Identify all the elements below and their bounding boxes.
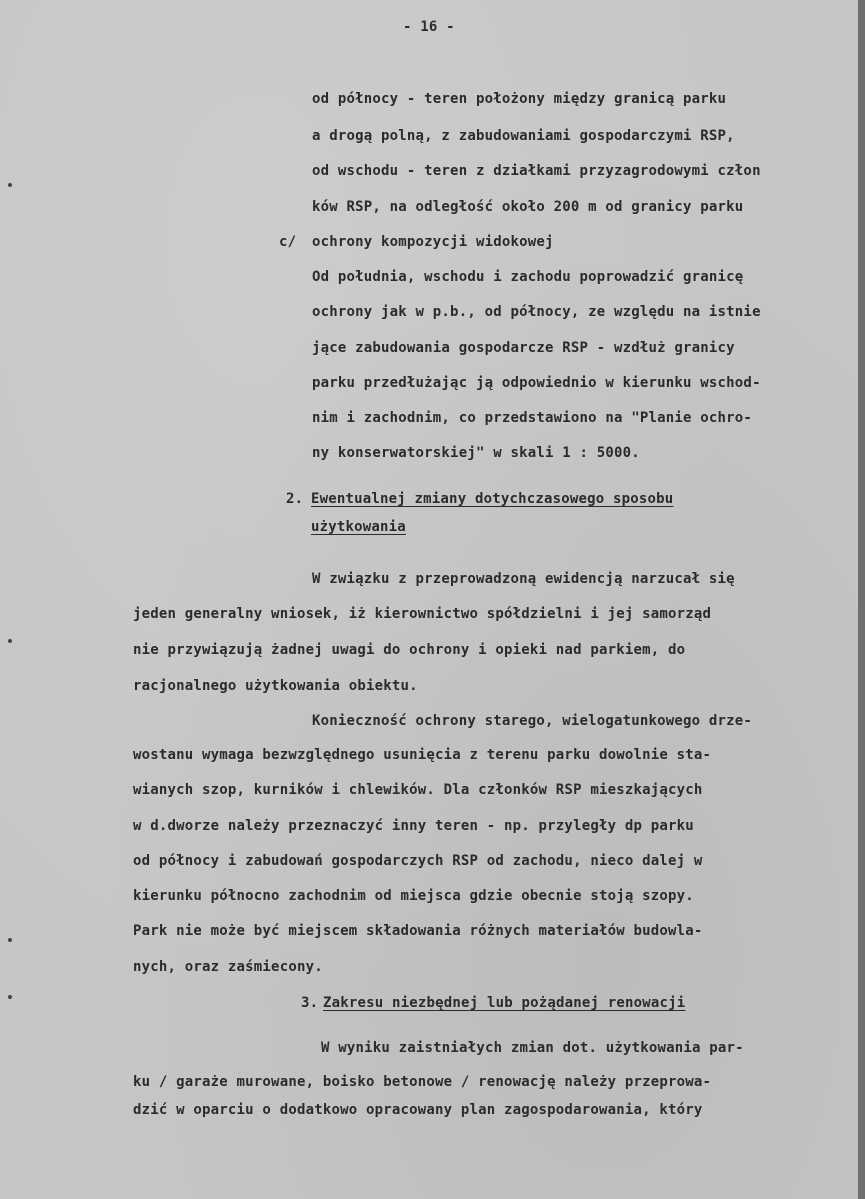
text-line: nie przywiązują żadnej uwagi do ochrony i opieki nad parkiem, do [133,642,686,658]
text-line: w d.dworze należy przeznaczyć inny teren - np. przyległy dp parku [133,818,694,834]
text-line: Park nie może być miejscem składowania różnych materiałów budowla- [133,923,703,939]
punch-hole-mark [8,938,12,942]
text-line: racjonalnego użytkowania obiektu. [133,678,418,694]
text-line: ochrony jak w p.b., od północy, ze względu na istnie [312,304,761,320]
text-line: nim i zachodnim, co przedstawiono na "Planie ochro- [312,410,753,426]
section-2-heading: użytkowania [311,519,406,535]
text-line: wianych szop, kurników i chlewików. Dla członków RSP mieszkających [133,782,703,798]
text-line: ochrony kompozycji widokowej [312,234,554,250]
punch-hole-mark [8,183,12,187]
text-line: parku przedłużając ją odpowiednio w kierunku wschod- [312,375,761,391]
text-line: ków RSP, na odległość około 200 m od granicy parku [312,199,744,215]
text-line: Od południa, wschodu i zachodu poprowadzić granicę [312,269,744,285]
text-line: Konieczność ochrony starego, wielogatunkowego drze- [312,713,753,729]
text-line: wostanu wymaga bezwzględnego usunięcia z terenu parku dowolnie sta- [133,747,712,763]
punch-hole-mark [8,639,12,643]
text-line: kierunku północno zachodnim od miejsca gdzie obecnie stoją szopy. [133,888,694,904]
text-line: jeden generalny wniosek, iż kierownictwo spółdzielni i jej samorząd [133,606,712,622]
page-edge-shadow [858,0,865,1199]
section-2-number: 2. [286,491,304,507]
text-line: jące zabudowania gospodarcze RSP - wzdłuż granicy [312,340,735,356]
text-line: ku / garaże murowane, boisko betonowe / renowację należy przeprowa- [133,1074,712,1090]
page-number: - 16 - [403,19,455,35]
text-line: a drogą polną, z zabudowaniami gospodarczymi RSP, [312,128,735,144]
text-line: nych, oraz zaśmiecony. [133,959,323,975]
section-3-heading: Zakresu niezbędnej lub pożądanej renowacji [323,995,686,1011]
section-2-heading: Ewentualnej zmiany dotychczasowego sposobu [311,491,674,507]
text-line: W wyniku zaistniałych zmian dot. użytkowania par- [321,1040,744,1056]
section-3-number: 3. [301,995,319,1011]
text-line: od północy i zabudowań gospodarczych RSP od zachodu, nieco dalej w [133,853,703,869]
text-line: ny konserwatorskiej" w skali 1 : 5000. [312,445,640,461]
punch-hole-mark [8,995,12,999]
text-line: W związku z przeprowadzoną ewidencją narzucał się [312,571,735,587]
text-line: od wschodu - teren z działkami przyzagrodowymi człon [312,163,761,179]
section-marker-c: c/ [279,234,297,250]
text-line: dzić w oparciu o dodatkowo opracowany plan zagospodarowania, który [133,1102,703,1118]
text-line: od północy - teren położony między granicą parku [312,91,727,107]
